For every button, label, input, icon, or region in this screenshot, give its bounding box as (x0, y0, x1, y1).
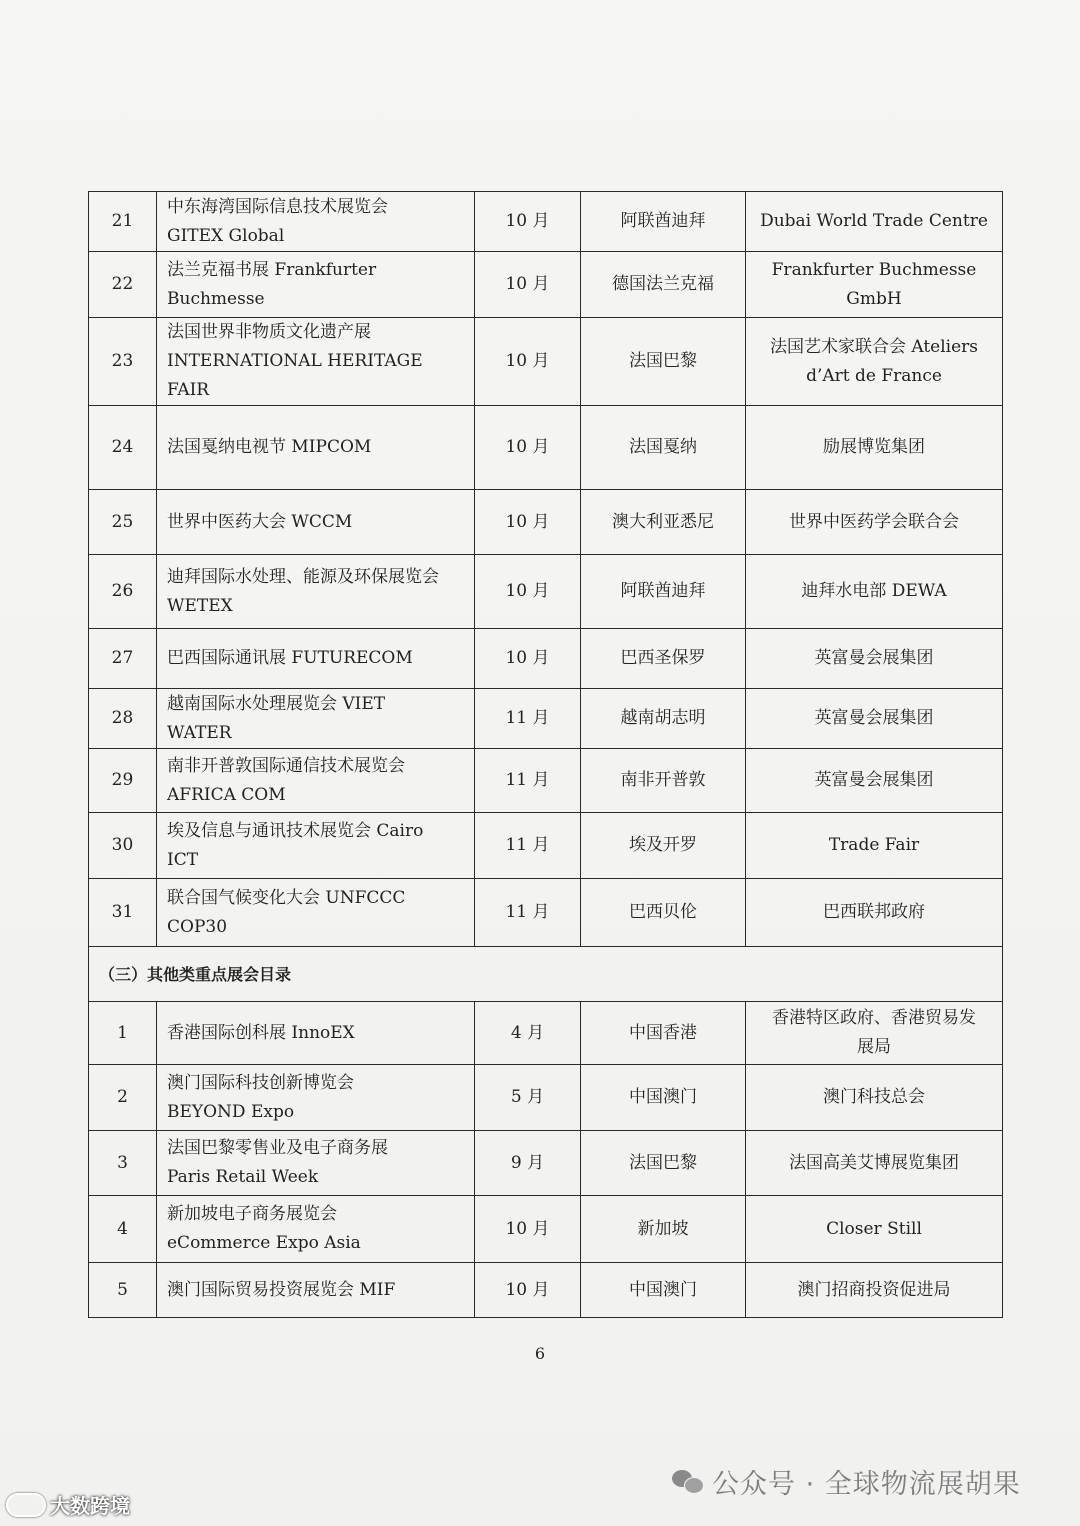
organizer: 澳门招商投资促进局 (797, 1279, 951, 1300)
table-row (89, 490, 1003, 555)
exhibition-name: 中东海湾国际信息技术展览会 (167, 196, 388, 217)
exhibition-month: 10 月 (505, 211, 550, 231)
table-row (89, 689, 1003, 749)
exhibition-month-cell (475, 555, 581, 629)
exhibition-name: 巴西国际通讯展 FUTURECOM (167, 648, 413, 668)
exhibition-location-cell (581, 1263, 746, 1318)
exhibition-location-cell (581, 1196, 746, 1263)
exhibition-name: ICT (167, 849, 199, 870)
exhibition-name-cell (157, 1002, 475, 1065)
exhibition-name: 澳门国际贸易投资展览会 MIF (167, 1279, 396, 1300)
wechat-icon (672, 1468, 704, 1496)
exhibition-name: 法国世界非物质文化遗产展 (167, 322, 371, 342)
exhibition-location: 埃及开罗 (629, 835, 697, 855)
exhibition-name-cell (157, 1263, 475, 1318)
exhibition-location: 法国巴黎 (629, 351, 697, 371)
exhibition-name-cell (157, 879, 475, 947)
exhibition-name: WETEX (167, 595, 233, 616)
exhibition-location-cell (581, 629, 746, 689)
exhibition-month: 10 月 (505, 437, 550, 457)
exhibition-name: Buchmesse (167, 288, 265, 309)
row-number-cell (89, 1065, 157, 1131)
organizer: 法国艺术家联合会 Ateliers (769, 336, 979, 357)
exhibition-location: 阿联酋迪拜 (620, 581, 706, 601)
table-row (89, 192, 1003, 252)
table-row (89, 555, 1003, 629)
exhibition-name-cell (157, 555, 475, 629)
exhibition-month-cell (475, 490, 581, 555)
organizer: Dubai World Trade Centre (760, 211, 988, 231)
organizer-cell (746, 1002, 1003, 1065)
exhibition-month-cell (475, 192, 581, 252)
organizer-cell (746, 1196, 1003, 1263)
row-number: 28 (111, 708, 134, 728)
exhibition-name: 联合国气候变化大会 UNFCCC (167, 887, 406, 908)
organizer-cell (746, 318, 1003, 406)
organizer-cell (746, 555, 1003, 629)
organizer-cell (746, 1065, 1003, 1131)
organizer: Closer Still (826, 1218, 922, 1239)
exhibition-location-cell (581, 1131, 746, 1196)
exhibition-name: 法国戛纳电视节 MIPCOM (167, 437, 372, 457)
exhibition-name-cell (157, 406, 475, 490)
table-row (89, 749, 1003, 813)
row-number: 22 (111, 274, 134, 294)
row-number-cell (89, 879, 157, 947)
row-number: 3 (117, 1152, 128, 1173)
organizer-cell (746, 749, 1003, 813)
page-number: 6 (534, 1344, 546, 1363)
row-number-cell (89, 490, 157, 555)
row-number-cell (89, 1196, 157, 1263)
exhibition-location: 阿联酋迪拜 (620, 211, 706, 231)
exhibition-month: 10 月 (505, 511, 550, 532)
watermark (672, 1462, 1021, 1501)
organizer: 英富曼会展集团 (814, 648, 934, 668)
exhibition-name: 南非开普敦国际通信技术展览会 (167, 755, 405, 776)
organizer-cell (746, 406, 1003, 490)
exhibition-name: 澳门国际科技创新博览会 (167, 1072, 354, 1093)
exhibition-name: Paris Retail Week (167, 1167, 319, 1187)
row-number: 5 (117, 1279, 128, 1300)
row-number: 2 (117, 1087, 128, 1107)
exhibition-name: INTERNATIONAL HERITAGE FAIR (167, 351, 423, 400)
table-row (89, 1196, 1003, 1263)
exhibition-name-cell (157, 1196, 475, 1263)
exhibition-name-cell (157, 318, 475, 406)
exhibition-name-cell (157, 689, 475, 749)
organizer-cell (746, 813, 1003, 879)
exhibition-location: 澳大利亚悉尼 (612, 511, 714, 532)
exhibition-name: GITEX Global (167, 225, 285, 246)
exhibition-month: 11 月 (505, 902, 550, 922)
exhibition-location: 巴西圣保罗 (620, 648, 706, 668)
table-row (89, 1263, 1003, 1318)
row-number-cell (89, 252, 157, 318)
exhibition-month: 10 月 (505, 648, 550, 668)
exhibition-location: 法国巴黎 (629, 1152, 697, 1173)
row-number: 26 (111, 581, 134, 601)
exhibition-location-cell (581, 318, 746, 406)
exhibition-name: COP30 (167, 916, 228, 937)
exhibition-month: 4 月 (510, 1022, 545, 1043)
exhibition-name: eCommerce Expo Asia (167, 1233, 361, 1253)
exhibition-name-cell (157, 192, 475, 252)
exhibition-location: 南非开普敦 (620, 770, 706, 790)
exhibition-name-cell (157, 1065, 475, 1131)
exhibition-month-cell (475, 1002, 581, 1065)
exhibition-location-cell (581, 252, 746, 318)
organizer: Trade Fair (828, 835, 920, 855)
exhibition-name: WATER (167, 722, 232, 743)
organizer: 巴西联邦政府 (823, 902, 925, 922)
exhibition-location: 越南胡志明 (620, 708, 706, 728)
exhibition-month-cell (475, 689, 581, 749)
row-number-cell (89, 318, 157, 406)
exhibition-month: 11 月 (505, 835, 550, 855)
table-row (89, 252, 1003, 318)
exhibition-location-cell (581, 555, 746, 629)
row-number: 29 (111, 770, 134, 790)
exhibition-month-cell (475, 318, 581, 406)
exhibition-location-cell (581, 490, 746, 555)
exhibition-month: 11 月 (505, 770, 550, 790)
table-row (89, 629, 1003, 689)
row-number: 4 (117, 1218, 128, 1239)
brand-logo-icon (6, 1493, 46, 1517)
exhibition-location: 中国澳门 (629, 1087, 697, 1107)
exhibition-location-cell (581, 689, 746, 749)
exhibition-month-cell (475, 1131, 581, 1196)
organizer: 法国高美艾博展览集团 (789, 1152, 959, 1173)
exhibition-location: 法国戛纳 (629, 437, 697, 457)
exhibition-month-cell (475, 813, 581, 879)
organizer-cell (746, 629, 1003, 689)
exhibition-location: 巴西贝伦 (629, 902, 697, 922)
exhibition-name-cell (157, 629, 475, 689)
organizer: 英富曼会展集团 (814, 770, 934, 790)
organizer: d’Art de France (806, 365, 942, 386)
row-number-cell (89, 813, 157, 879)
exhibition-name: 香港国际创科展 InnoEX (167, 1022, 355, 1043)
exhibition-location: 中国香港 (629, 1022, 697, 1043)
organizer-cell (746, 490, 1003, 555)
exhibition-name: 越南国际水处理展览会 VIET (167, 693, 386, 714)
exhibition-name: 埃及信息与通讯技术展览会 Cairo (167, 820, 424, 841)
exhibition-name-cell (157, 749, 475, 813)
row-number: 1 (117, 1022, 128, 1043)
row-number: 24 (111, 437, 134, 457)
exhibition-month: 5 月 (510, 1087, 545, 1107)
row-number-cell (89, 629, 157, 689)
exhibition-location-cell (581, 879, 746, 947)
exhibition-name: 世界中医药大会 WCCM (167, 511, 353, 532)
row-number: 31 (111, 902, 134, 922)
exhibition-month: 10 月 (505, 1218, 550, 1239)
organizer-cell (746, 879, 1003, 947)
exhibition-month: 11 月 (505, 708, 550, 728)
row-number: 21 (111, 211, 134, 231)
organizer-cell (746, 192, 1003, 252)
exhibition-location-cell (581, 1065, 746, 1131)
exhibition-name-cell (157, 252, 475, 318)
exhibition-location: 中国澳门 (629, 1279, 697, 1300)
exhibition-table (88, 191, 1003, 1318)
exhibition-month-cell (475, 406, 581, 490)
brand-text: 大数跨境 (50, 1494, 130, 1518)
organizer-cell (746, 252, 1003, 318)
row-number-cell (89, 749, 157, 813)
exhibition-month-cell (475, 1263, 581, 1318)
exhibition-month-cell (475, 1065, 581, 1131)
exhibition-month-cell (475, 879, 581, 947)
exhibition-location-cell (581, 1002, 746, 1065)
exhibition-name-cell (157, 1131, 475, 1196)
exhibition-name-cell (157, 490, 475, 555)
organizer-cell (746, 1263, 1003, 1318)
exhibition-month: 9 月 (510, 1152, 545, 1173)
organizer: 世界中医药学会联合会 (789, 511, 959, 532)
exhibition-location-cell (581, 813, 746, 879)
organizer: 励展博览集团 (823, 437, 925, 457)
exhibition-name: 迪拜国际水处理、能源及环保展览会 (167, 566, 439, 587)
row-number: 30 (111, 835, 134, 855)
exhibition-month: 10 月 (505, 1279, 550, 1300)
exhibition-location: 新加坡 (637, 1218, 689, 1239)
organizer: Frankfurter Buchmesse GmbH (771, 259, 977, 309)
table-row (89, 1065, 1003, 1131)
table-row (89, 879, 1003, 947)
row-number: 23 (111, 351, 134, 371)
exhibition-month-cell (475, 252, 581, 318)
organizer: 澳门科技总会 (823, 1087, 925, 1107)
row-number-cell (89, 1131, 157, 1196)
exhibition-month-cell (475, 1196, 581, 1263)
organizer-cell (746, 689, 1003, 749)
organizer: 香港特区政府、香港贸易发 (772, 1008, 976, 1028)
exhibition-location-cell (581, 749, 746, 813)
brand-watermark (6, 1490, 130, 1519)
exhibition-month: 10 月 (505, 581, 550, 601)
section-row (89, 947, 1003, 1002)
exhibition-location-cell (581, 192, 746, 252)
organizer: 迪拜水电部 DEWA (801, 581, 947, 601)
organizer: 展局 (857, 1037, 891, 1057)
exhibition-name: 新加坡电子商务展览会 (167, 1204, 337, 1224)
exhibition-name: 法国巴黎零售业及电子商务展 (167, 1138, 388, 1158)
exhibition-name: AFRICA COM (167, 784, 286, 805)
row-number-cell (89, 1263, 157, 1318)
row-number-cell (89, 1002, 157, 1065)
row-number-cell (89, 689, 157, 749)
exhibition-month-cell (475, 629, 581, 689)
section-title: （三）其他类重点展会目录 (89, 947, 1003, 1002)
exhibition-name: BEYOND Expo (167, 1101, 295, 1122)
exhibition-location-cell (581, 406, 746, 490)
organizer: 英富曼会展集团 (814, 708, 934, 728)
row-number: 27 (111, 648, 134, 668)
table-row (89, 406, 1003, 490)
exhibition-name-cell (157, 813, 475, 879)
exhibition-location: 德国法兰克福 (612, 274, 714, 294)
row-number-cell (89, 555, 157, 629)
row-number-cell (89, 406, 157, 490)
table-row (89, 318, 1003, 406)
table-row (89, 1002, 1003, 1065)
exhibition-month: 10 月 (505, 351, 550, 371)
row-number: 25 (111, 511, 134, 532)
exhibition-month-cell (475, 749, 581, 813)
row-number-cell (89, 192, 157, 252)
table-row (89, 1131, 1003, 1196)
exhibition-name: 法兰克福书展 Frankfurter (167, 259, 377, 280)
organizer-cell (746, 1131, 1003, 1196)
watermark-text: 公众号 · 全球物流展胡果 (712, 1469, 1021, 1500)
exhibition-month: 10 月 (505, 274, 550, 294)
table-row (89, 813, 1003, 879)
